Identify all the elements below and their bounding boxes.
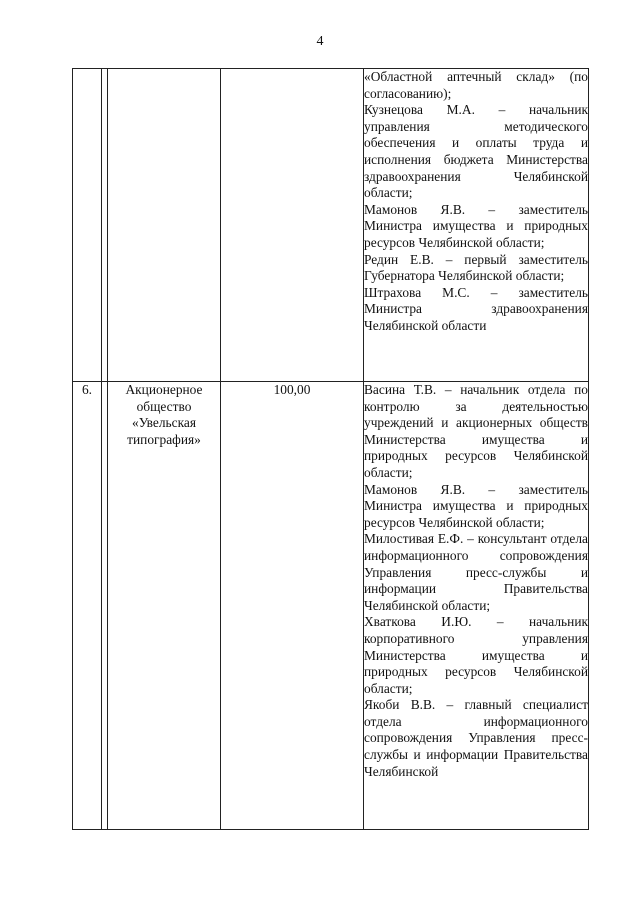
member-entry: Кузнецова М.А. – начальник управления методического обеспечения и оплаты труда и исполнения бюджета Министерства здравоохранения Челябинской области;: [364, 102, 588, 201]
share-value: 100,00: [221, 382, 364, 830]
member-entry: Якоби В.В. – главный специалист отдела информационного сопровождения Управления пресс-службы и информации Правительства Челябинской: [364, 697, 588, 779]
members-list: [364, 382, 589, 830]
row-number: 6.: [73, 382, 102, 830]
members-table: [72, 68, 589, 830]
members-list: [364, 69, 589, 382]
row-number: [73, 69, 102, 382]
organization-name: [108, 69, 221, 382]
member-entry: Редин Е.В. – первый заместитель Губернатора Челябинской области;: [364, 251, 588, 284]
organization-name: Акционерное общество «Увельская типография»: [108, 382, 221, 830]
table-row: [73, 69, 589, 382]
table-row: [73, 382, 589, 830]
member-entry: Хваткова И.Ю. – начальник корпоративного управления Министерства имущества и природных ресурсов Челябинской области;: [364, 614, 588, 696]
member-entry: Штрахова М.С. – заместитель Министра здравоохранения Челябинской области: [364, 284, 588, 333]
member-entry: Васина Т.В. – начальник отдела по контролю за деятельностью учреждений и акционерных обществ Министерства имущества и природных ресурсов Челябинской области;: [364, 382, 588, 480]
member-entry: Милостивая Е.Ф. – консультант отдела информационного сопровождения Управления пресс-службы и информации Правительства Челябинской области;: [364, 531, 588, 613]
member-entry: Мамонов Я.В. – заместитель Министра имущества и природных ресурсов Челябинской области;: [364, 201, 588, 250]
page-number: 4: [316, 34, 324, 49]
share-value: [221, 69, 364, 382]
member-entry: Мамонов Я.В. – заместитель Министра имущества и природных ресурсов Челябинской области;: [364, 481, 588, 530]
member-entry: «Областной аптечный склад» (по согласованию);: [364, 69, 588, 101]
